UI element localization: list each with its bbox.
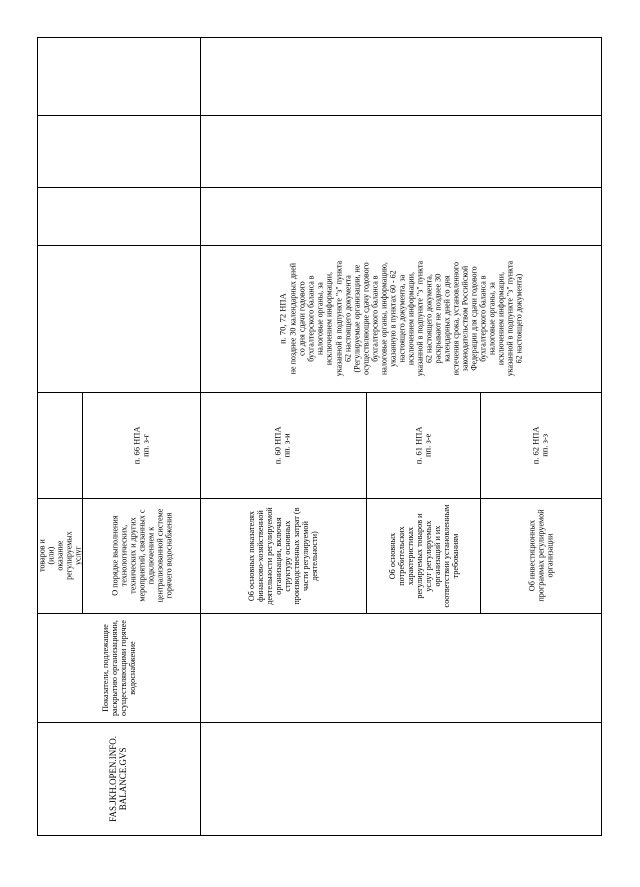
reference-text: п. 60 НПА <box>272 426 283 465</box>
table-border-right <box>601 37 602 836</box>
continued-row-text: товаров и (или) оказание регулируемых услуг <box>37 531 83 581</box>
reference-cell <box>83 393 200 498</box>
reference-text: п. 61 НПА <box>413 426 424 465</box>
indicator-group-cell <box>38 614 200 722</box>
code-cell <box>38 723 200 835</box>
grid-line <box>37 115 602 116</box>
description-cell <box>83 499 200 613</box>
deadline-text: не позднее 30 календарных дней со дня сдачи годового бухгалтерского баланса в налоговые органы, за исключением информации, указанной в подпункте "з" пункта 62 настоящего документа (Регулируемые организации, не осуществляющие сдачу годового бухгалтерского баланса в налоговые органы, информацию, указанную в пунктах 60 - 62 настоящего документа, за исключением информации, указанной в подпункте "з" пункта 62 настоящего документа, раскрывают не позднее 30 календарных дней со дня истечения срока, установленного законодательством Российской Федерации для сдачи годового бухгалтерского баланса в налоговые органы, за исключением информации, указанной в подпункте "з" пункта 62 настоящего документа) <box>288 261 524 377</box>
subitem-text: пп. з-е <box>422 433 433 458</box>
description-cell <box>367 499 480 613</box>
indicator-group-text: Показатели, подлежащие раскрытию организациями, осуществляющими горячее водоснабжение <box>100 620 138 717</box>
subitem-text: пп. з-и <box>282 433 292 458</box>
deadline-cell <box>200 246 601 392</box>
reference-text: п. 62 НПА <box>530 426 541 465</box>
description-text: Об основных потребительских характеристиках регулируемых товаров и услуг регулируемых организаций и их соответствии установленным требованиям <box>387 504 460 608</box>
deadline-title: п. 70, 72 НПА <box>276 293 287 345</box>
description-text: О порядке выполнения технологических, технических и других мероприятий, связанных с подключением к централизованной системе горячего водоснабжения <box>109 509 174 603</box>
table-border-bottom <box>37 835 602 836</box>
subitem-text: пп. з-з <box>540 434 550 457</box>
reference-text: п. 66 НПА <box>131 426 142 465</box>
description-cell <box>481 499 601 613</box>
description-text: Об основных показателях финансово-хозяйственной деятельности регулируемой организации, включая структуру основных производственных затрат (в части регулируемой деятельности) <box>246 507 320 605</box>
description-text: Об инвестиционных программах регулируемой организации <box>527 509 555 603</box>
description-cell <box>200 499 366 613</box>
continued-row-cell <box>38 499 82 613</box>
subitem-text: пп. з-г <box>140 433 151 458</box>
table-border-top <box>37 37 602 38</box>
indicator-code: FAS.JKH.OPEN.INFO. BALANCE.GVS <box>108 736 128 822</box>
